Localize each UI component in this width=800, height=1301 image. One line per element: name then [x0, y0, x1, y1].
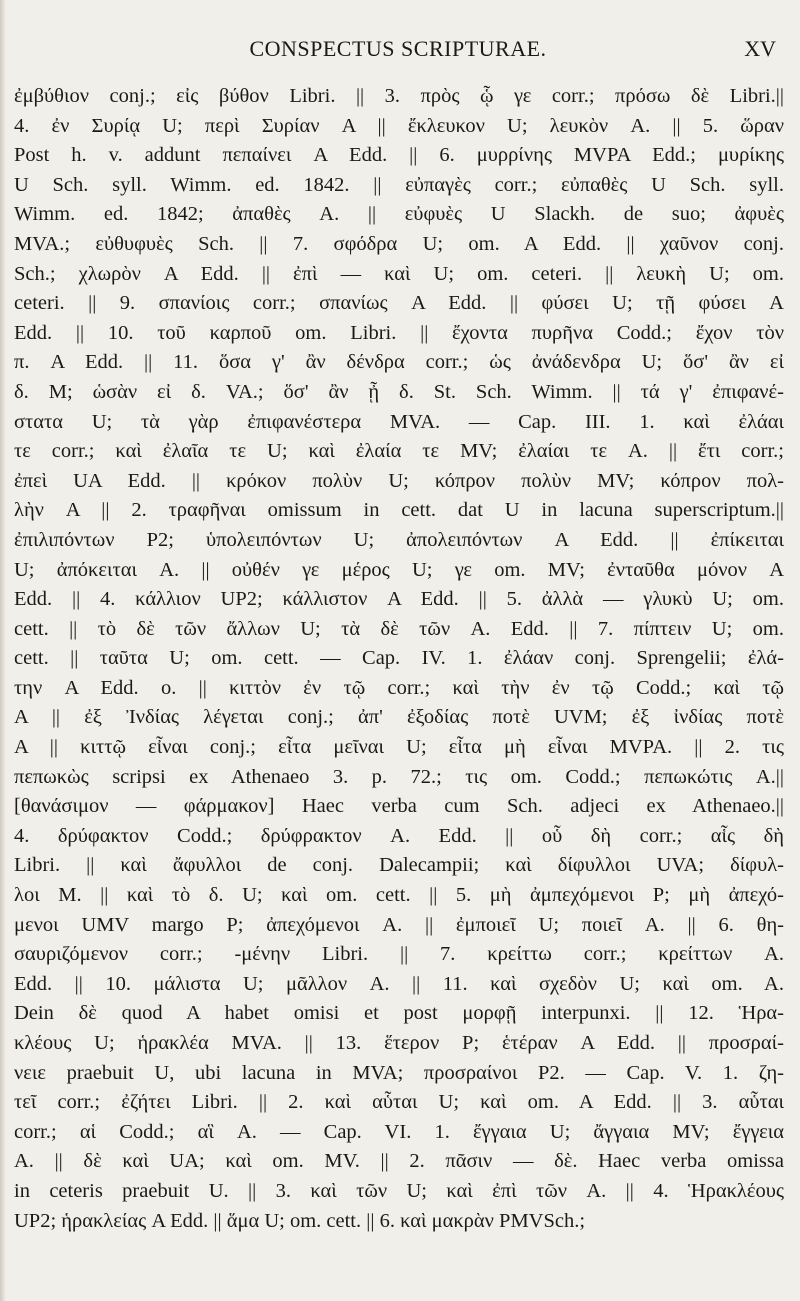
text-line: μενοι UMV margo P; ἀπεχόμενοι A. || ἐμποιεῖ U; ποιεῖ A. || 6. θη- — [14, 913, 784, 936]
text-line: Edd. || 10. τοῦ καρποῦ om. Libri. || ἔχοντα πυρῆνα Codd.; ἔχον τὸν — [14, 321, 784, 344]
text-line: πεπωκὼς scripsi ex Athenaeo 3. p. 72.; τις om. Codd.; πεπωκώτις A.|| — [14, 765, 784, 788]
text-line: λοι M. || καὶ τὸ δ. U; καὶ om. cett. || 5. μὴ ἀμπεχόμενοι P; μὴ ἀπεχό- — [14, 884, 784, 907]
text-line: λὴν A || 2. τραφῆναι omissum in cett. dat U in lacuna superscriptum.|| — [14, 499, 784, 522]
text-line: Sch.; χλωρὸν A Edd. || ἐπὶ — καὶ U; om. ceteri. || λευκὴ U; om. — [14, 262, 784, 285]
text-line: A || ἐξ Ἰνδίας λέγεται conj.; ἀπ' ἐξοδίας ποτὲ UVM; ἐξ ἰνδίας ποτὲ — [14, 706, 784, 729]
text-line: corr.; αἱ Codd.; αἳ A. — Cap. VI. 1. ἔγγαια U; ἄγγαια MV; ἔγγεια — [14, 1120, 784, 1143]
text-line: δ. M; ὡσὰν εἰ δ. VA.; ὅσ' ἂν ᾖ δ. St. Sch. Wimm. || τά γ' ἐπιφανέ- — [14, 380, 784, 403]
text-line: 4. δρύφακτον Codd.; δρύφρακτον A. Edd. || οὗ δὴ corr.; αἷς δὴ — [14, 824, 784, 847]
text-line: cett. || ταῦτα U; om. cett. — Cap. IV. 1. ἐλάαν conj. Sprengelii; ἐλά- — [14, 647, 784, 670]
text-line: ἐπεὶ UA Edd. || κρόκον πολὺν U; κόπρον πολὺν MV; κόπρον πολ- — [14, 469, 784, 492]
page-edge — [0, 0, 6, 1301]
text-line: 4. ἐν Συρίᾳ U; περὶ Συρίαν A || ἔκλευκον U; λευκὸν A. || 5. ὥραν — [14, 114, 784, 137]
text-line: Wimm. ed. 1842; ἀπαθὲς A. || εὐφυὲς U Slackh. de suo; ἀφυὲς — [14, 203, 784, 226]
text-line: ἐμβύθιον conj.; εἰς βύθον Libri. || 3. πρὸς ᾧ γε corr.; πρόσω δὲ Libri.|| — [14, 85, 784, 107]
text-line: νειε praebuit U, ubi lacuna in MVA; προσραίνοι P2. — Cap. V. 1. ζη- — [14, 1061, 784, 1084]
critical-apparatus-text — [14, 82, 784, 1236]
text-line: [θανάσιμον — φάρμακον] Haec verba cum Sch. adjeci ex Athenaeo.|| — [14, 795, 784, 818]
text-line: A. || δὲ καὶ UA; καὶ om. MV. || 2. πᾶσιν — δὲ. Haec verba omissa — [14, 1150, 784, 1173]
text-line: στατα U; τὰ γὰρ ἐπιφανέστερα MVA. — Cap. III. 1. καὶ ἐλάαι — [14, 410, 784, 433]
text-line: π. A Edd. || 11. ὅσα γ' ἂν δένδρα corr.; ὡς ἀνάδενδρα U; ὅσ' ἂν εἰ — [14, 351, 784, 374]
text-line: την A Edd. o. || κιττὸν ἐν τῷ corr.; καὶ τὴν ἐν τῷ Codd.; καὶ τῷ — [14, 676, 784, 699]
text-line: U Sch. syll. Wimm. ed. 1842. || εὐπαγὲς corr.; εὐπαθὲς U Sch. syll. — [14, 173, 784, 196]
running-header — [14, 30, 782, 70]
page-title: CONSPECTUS SCRIPTURAE. — [249, 36, 547, 61]
text-line: cett. || τὸ δὲ τῶν ἄλλων U; τὰ δὲ τῶν A. Edd. || 7. πίπτειν U; om. — [14, 617, 784, 640]
text-line: UP2; ἡρακλείας A Edd. || ἅμα U; om. cett. || 6. καὶ μακρὰν PMVSch.; — [14, 1209, 586, 1232]
page-number: XV — [744, 36, 776, 61]
text-line: τε corr.; καὶ ἐλαῖα τε U; καὶ ἐλαία τε MV; ἐλαίαι τε A. || ἔτι corr.; — [14, 440, 784, 463]
text-line: τεῖ corr.; ἐζήτει Libri. || 2. καὶ αὗται U; καὶ om. A Edd. || 3. αὗται — [14, 1091, 784, 1114]
text-line: MVA.; εὐθυφυὲς Sch. || 7. σφόδρα U; om. A Edd. || χαῦνον conj. — [14, 232, 784, 255]
text-line: ceteri. || 9. σπανίοις corr.; σπανίως A Edd. || φύσει U; τῇ φύσει A — [14, 292, 784, 315]
text-line: Dein δὲ quod A habet omisi et post μορφῇ interpunxi. || 12. Ἡρα- — [14, 1002, 784, 1025]
text-line: Libri. || καὶ ἄφυλλοι de conj. Dalecampii; καὶ δίφυλλοι UVA; δίφυλ- — [14, 854, 784, 877]
text-line: A || κιττῷ εἶναι conj.; εἶτα μεῖναι U; εἶτα μὴ εἶναι MVPA. || 2. τις — [14, 736, 784, 759]
text-line: σαυριζόμενον corr.; -μένην Libri. || 7. κρείττω corr.; κρείττων A. — [14, 943, 784, 966]
text-line: ἐπιλιπόντων P2; ὑπολειπόντων U; ἀπολειπόντων A Edd. || ἐπίκειται — [14, 528, 784, 551]
text-line: Edd. || 4. κάλλιον UP2; κάλλιστον A Edd. || 5. ἀλλὰ — γλυκὺ U; om. — [14, 588, 784, 611]
text-line: Edd. || 10. μάλιστα U; μᾶλλον A. || 11. καὶ σχεδὸν U; καὶ om. A. — [14, 972, 784, 995]
text-line: U; ἀπόκειται A. || οὐθέν γε μέρος U; γε om. MV; ἐνταῦθα μόνον A — [14, 558, 784, 581]
text-line: in ceteris praebuit U. || 3. καὶ τῶν U; καὶ ἐπὶ τῶν A. || 4. Ἡρακλέους — [14, 1179, 784, 1202]
text-line: κλέους U; ἡρακλέα MVA. || 13. ἕτερον P; ἑτέραν A Edd. || προσραί- — [14, 1032, 784, 1054]
text-line: Post h. v. addunt πεπαίνει A Edd. || 6. μυρρίνης MVPA Edd.; μυρίκης — [14, 144, 784, 167]
